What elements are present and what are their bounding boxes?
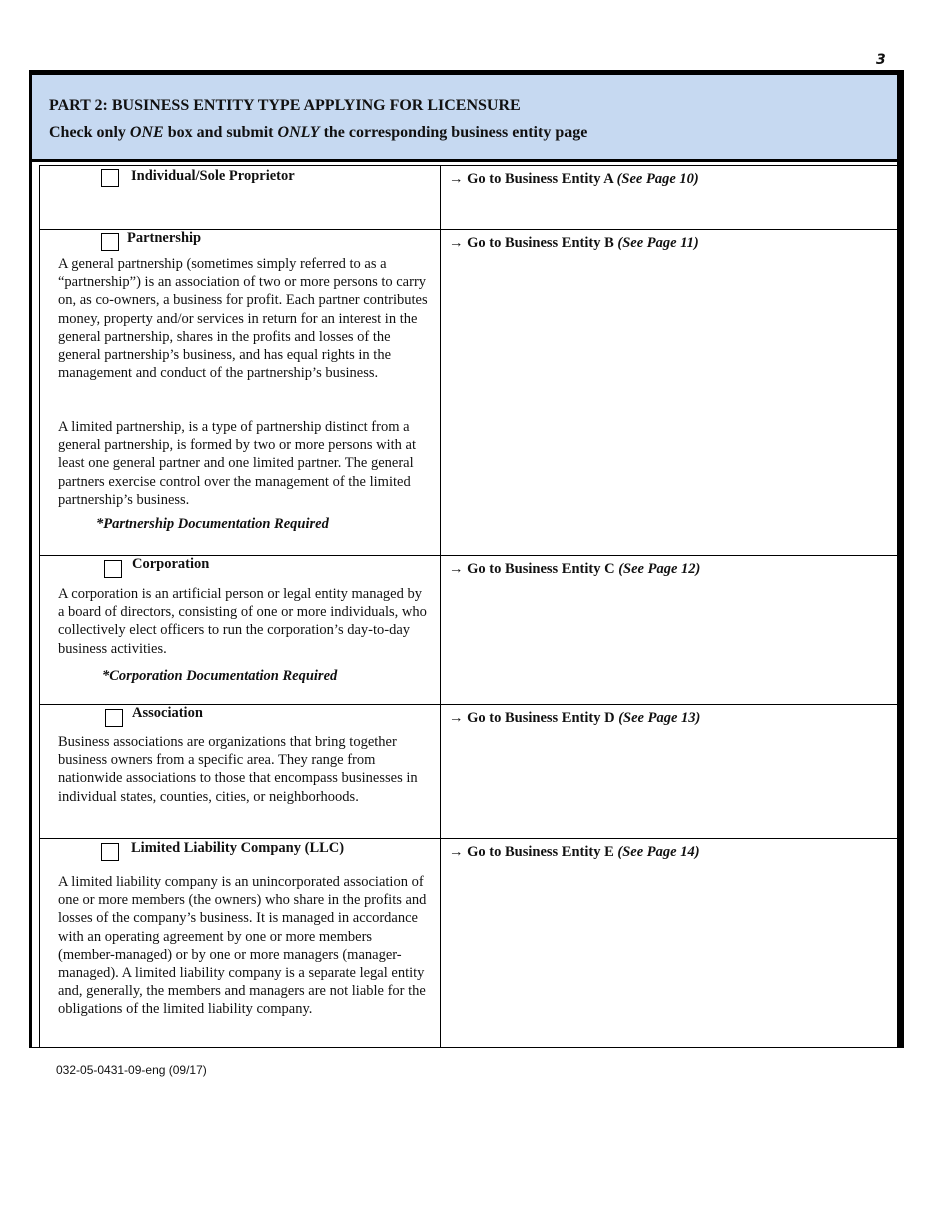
entity-option-cell: [39, 839, 441, 1047]
goto-entity-c-page: (See Page 12): [618, 561, 701, 577]
sole-proprietor-checkbox[interactable]: [101, 169, 119, 187]
goto-entity-e-page: (See Page 14): [617, 844, 700, 860]
instruction-prefix: Check only: [49, 124, 130, 141]
entity-goto-cell: [441, 166, 897, 229]
goto-entity-b-page: (See Page 11): [617, 235, 699, 251]
instruction-suffix: the corresponding business entity page: [319, 124, 588, 141]
entity-goto-cell: [441, 839, 897, 1047]
goto-entity-c: [449, 561, 700, 578]
corporation-documentation-note: *Corporation Documentation Required: [102, 668, 338, 684]
goto-entity-b: [449, 235, 699, 252]
entity-option-cell: [39, 230, 441, 555]
goto-entity-e: [449, 844, 700, 861]
goto-entity-a-text: → Go to Business Entity A: [449, 171, 613, 187]
table-bottom-border: [39, 1047, 897, 1048]
instruction-one-emphasis: ONE: [129, 124, 164, 141]
association-label: Association: [132, 705, 203, 721]
business-entity-form-frame: [29, 70, 904, 1048]
association-checkbox[interactable]: [105, 709, 123, 727]
entity-goto-cell: [441, 230, 897, 555]
corporation-checkbox[interactable]: [104, 560, 122, 578]
goto-entity-d: [449, 710, 700, 727]
partnership-checkbox[interactable]: [101, 233, 119, 251]
partnership-documentation-note: *Partnership Documentation Required: [96, 516, 329, 532]
page-number: 3: [876, 52, 886, 68]
llc-description: A limited liability company is an unincorporated association of one or more members (the owners) who share in the profits and losses of the company’s business. It is managed in accordance with an operating agreement by one or more members (member-managed) or by one or more managers (manager-managed). A limited liability company is a separate legal entity and, generally, the members and managers are not liable for the obligations of the limited liability company.: [58, 874, 427, 1018]
llc-checkbox[interactable]: [101, 843, 119, 861]
entity-row-corporation: [39, 555, 897, 704]
sole-proprietor-label: Individual/Sole Proprietor: [131, 168, 295, 184]
goto-entity-d-page: (See Page 13): [618, 710, 701, 726]
entity-option-cell: [39, 166, 441, 229]
entity-goto-cell: [441, 556, 897, 704]
instruction-only-emphasis: ONLY: [277, 124, 320, 141]
goto-entity-e-text: → Go to Business Entity E: [449, 844, 614, 860]
general-partnership-description: A general partnership (sometimes simply referred to as a “partnership”) is an association of two or more persons to carry on, as co-owners, a business for profit. Each partner contributes money, property and/or services in return for an interest in the general partnership, shares in the profits and losses of the general partnership’s business, and has equal rights in the management and conduct of the partnership’s business.: [58, 256, 428, 382]
entity-row-partnership: [39, 229, 897, 555]
association-description: Business associations are organizations that bring together business owners from a specific area. They range from nationwide associations to those that encompass businesses in individual states, counties, cities, or neighborhoods.: [58, 734, 418, 805]
goto-entity-d-text: → Go to Business Entity D: [449, 710, 615, 726]
partnership-label: Partnership: [127, 230, 202, 246]
entity-option-cell: [39, 705, 441, 838]
llc-label: Limited Liability Company (LLC): [131, 840, 345, 856]
section-header: [32, 75, 897, 162]
corporation-label: Corporation: [132, 556, 210, 572]
goto-entity-b-text: → Go to Business Entity B: [449, 235, 614, 251]
section-instruction: [49, 124, 587, 142]
instruction-middle: box and submit: [163, 124, 278, 141]
entity-option-cell: [39, 556, 441, 704]
goto-entity-a: [449, 171, 699, 188]
entity-row-llc: [39, 838, 897, 1047]
corporation-description: A corporation is an artificial person or legal entity managed by a board of directors, consisting of one or more individuals, who collectively elect officers to run the corporation’s day-to-day business activities.: [58, 586, 427, 657]
goto-entity-a-page: (See Page 10): [616, 171, 699, 187]
form-code: 032-05-0431-09-eng (09/17): [56, 1063, 207, 1077]
entity-row-sole-proprietor: [39, 165, 897, 229]
section-title: PART 2: BUSINESS ENTITY TYPE APPLYING FOR LICENSURE: [49, 97, 521, 114]
entity-goto-cell: [441, 705, 897, 838]
entity-row-association: [39, 704, 897, 838]
limited-partnership-description: A limited partnership, is a type of partnership distinct from a general partnership, is formed by two or more persons with at least one general partner and one limited partner. The general partners exercise control over the management of the limited partnership’s business.: [58, 419, 416, 508]
goto-entity-c-text: → Go to Business Entity C: [449, 561, 615, 577]
